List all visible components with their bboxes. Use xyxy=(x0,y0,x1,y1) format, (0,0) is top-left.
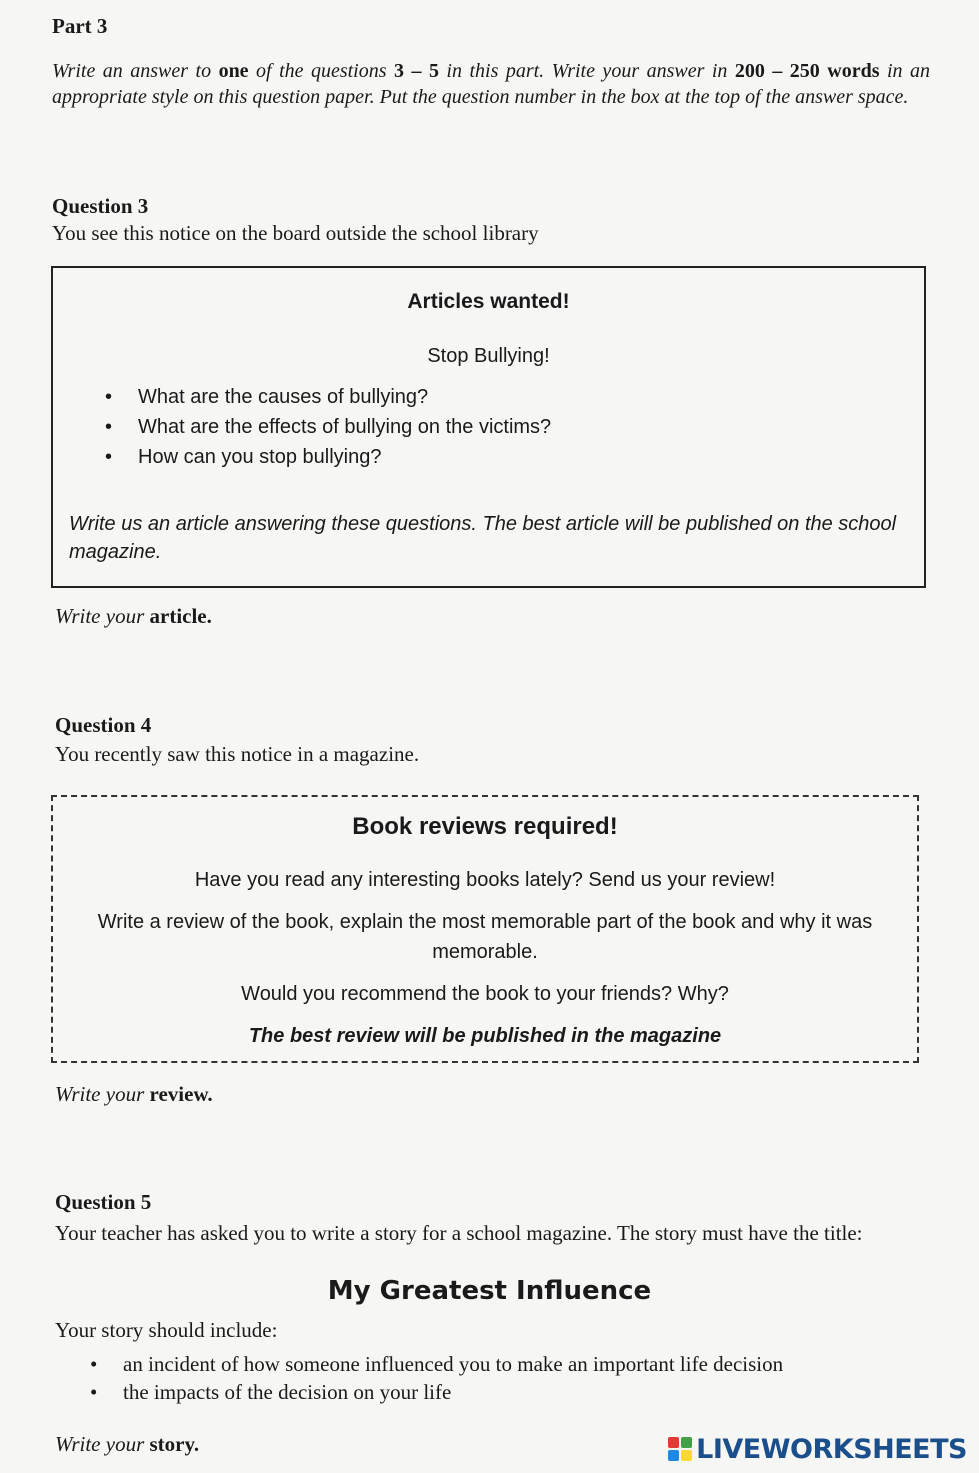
instructions-bold: one xyxy=(218,60,249,82)
notice-note: Write us an article answering these questions. The best article will be published on the school magazine. xyxy=(69,513,897,563)
brand-text: LIVEWORKSHEETS xyxy=(696,1433,967,1465)
task-prefix: Write your xyxy=(55,1432,145,1456)
question-3-intro: You see this notice on the board outside the school library xyxy=(52,221,539,245)
task-word: review. xyxy=(149,1082,213,1106)
list-item-text: How can you stop bullying? xyxy=(138,446,382,468)
notice-line: The best review will be published in the magazine xyxy=(248,1025,722,1047)
list-item xyxy=(90,1378,783,1406)
logo-square xyxy=(681,1437,692,1448)
notice-line: Would you recommend the book to your friends? Why? xyxy=(241,983,729,1005)
liveworksheets-logo-icon xyxy=(668,1437,692,1461)
notice-subtitle: Stop Bullying! xyxy=(427,345,550,367)
logo-square xyxy=(668,1437,679,1448)
list-item-text: an incident of how someone influenced you to make an important life decision xyxy=(123,1352,784,1376)
question-4-title: Question 4 xyxy=(55,713,152,737)
list-item-text: What are the effects of bullying on the victims? xyxy=(138,416,552,438)
task-word: story. xyxy=(149,1432,200,1456)
bullet-icon: • xyxy=(105,386,113,408)
bullet-icon: • xyxy=(90,1380,98,1404)
list-item xyxy=(105,442,551,472)
question-5-title: Question 5 xyxy=(55,1190,152,1214)
question-4-intro: You recently saw this notice in a magazine. xyxy=(55,742,420,766)
instructions-text: Write an answer to xyxy=(52,60,219,82)
articles-notice-box xyxy=(51,266,926,588)
part-title: Part 3 xyxy=(52,14,108,38)
notice-title: Book reviews required! xyxy=(352,813,618,840)
instructions-text: in an appropriate style on this question paper. Put the question number in the box at the top of the answer space. xyxy=(52,60,931,108)
question-3-title: Question 3 xyxy=(52,194,149,218)
instructions xyxy=(52,58,930,110)
logo-square xyxy=(668,1450,679,1461)
question-3-task xyxy=(55,604,212,629)
liveworksheets-brand xyxy=(668,1432,967,1466)
bullet-icon: • xyxy=(105,446,113,468)
list-item xyxy=(90,1350,783,1378)
book-reviews-notice-box xyxy=(51,795,919,1063)
story-bullet-list xyxy=(90,1350,783,1406)
list-item-text: What are the causes of bullying? xyxy=(138,386,429,408)
question-5-task xyxy=(55,1432,199,1457)
logo-square xyxy=(681,1450,692,1461)
story-include-label: Your story should include: xyxy=(55,1318,278,1342)
bullet-icon: • xyxy=(105,416,113,438)
question-4-task xyxy=(55,1082,213,1107)
list-item xyxy=(105,412,551,442)
notice-bullet-list xyxy=(105,382,551,472)
instructions-text: in this part. Write your answer in xyxy=(438,60,735,82)
question-5-intro: Your teacher has asked you to write a story for a school magazine. The story must have the title: xyxy=(55,1221,863,1245)
notice-line: Have you read any interesting books lately? Send us your review! xyxy=(194,869,776,891)
story-title: My Greatest Influence xyxy=(327,1276,652,1306)
task-word: article. xyxy=(149,604,212,628)
bullet-icon: • xyxy=(90,1352,98,1376)
instructions-bold: 3 – 5 xyxy=(394,60,439,82)
task-prefix: Write your xyxy=(55,604,145,628)
task-prefix: Write your xyxy=(55,1082,145,1106)
instructions-text: of the questions xyxy=(248,60,394,82)
instructions-bold: 200 – 250 words xyxy=(734,60,880,82)
list-item xyxy=(105,382,551,412)
notice-line: Write a review of the book, explain the most memorable part of the book and why it was memorable. xyxy=(97,911,873,963)
list-item-text: the impacts of the decision on your life xyxy=(123,1380,452,1404)
notice-title: Articles wanted! xyxy=(407,290,570,313)
